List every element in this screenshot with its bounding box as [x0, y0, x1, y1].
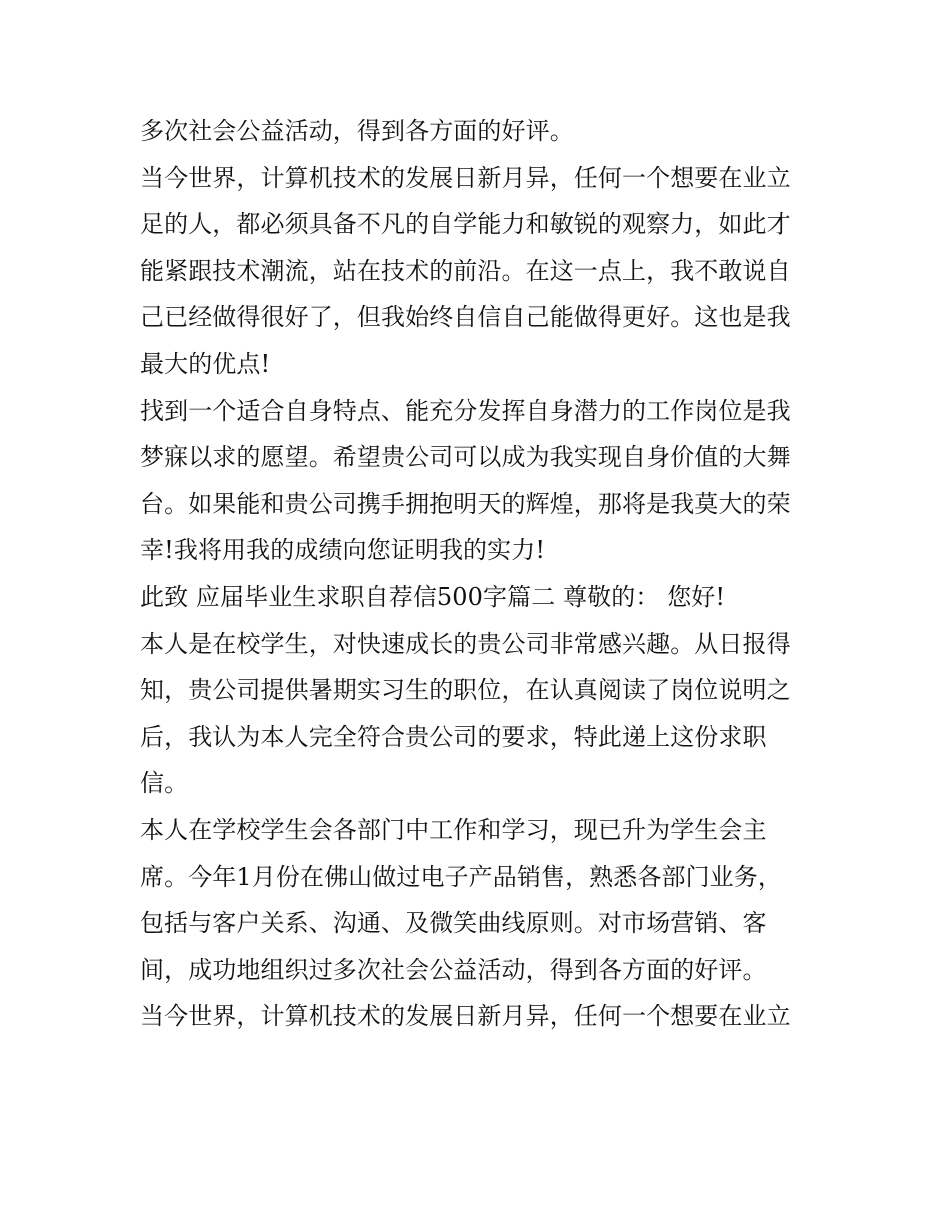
- text-line: 能紧跟技术潮流，站在技术的前沿。在这一点上，我不敢说自: [140, 256, 791, 285]
- text-line: 后，我认为本人完全符合贵公司的要求，特此递上这份求职: [140, 722, 767, 751]
- text-line: 梦寐以求的愿望。希望贵公司可以成为我实现自身价值的大舞: [140, 443, 791, 472]
- text-line: 最大的优点!: [140, 349, 271, 378]
- text-line: 多次社会公益活动，得到各方面的好评。: [140, 117, 574, 145]
- text-line: 己已经做得很好了，但我始终自信自己能做得更好。这也是我: [140, 303, 791, 332]
- text-line: 本人是在校学生，对快速成长的贵公司非常感兴趣。从日报得: [140, 629, 791, 658]
- text-line: 本人在学校学生会各部门中工作和学习，现已升为学生会主: [140, 815, 767, 844]
- text-line: 当今世界，计算机技术的发展日新月异，任何一个想要在业立: [140, 163, 791, 192]
- text-line: 台。如果能和贵公司携手拥抱明天的辉煌，那将是我莫大的荣: [140, 489, 791, 518]
- text-line: 此致 应届毕业生求职自荐信500字篇二 尊敬的： 您好!: [140, 582, 726, 611]
- text-line: 包括与客户关系、沟通、及微笑曲线原则。对市场营销、客: [140, 909, 767, 938]
- document-body: [140, 108, 820, 1040]
- text-line: 信。: [140, 769, 189, 798]
- text-line: 足的人，都必须具备不凡的自学能力和敏锐的观察力，如此才: [140, 210, 791, 239]
- text-line: 间，成功地组织过多次社会公益活动，得到各方面的好评。: [140, 955, 767, 984]
- text-line: 幸!我将用我的成绩向您证明我的实力!: [140, 536, 546, 565]
- text-line: 当今世界，计算机技术的发展日新月异，任何一个想要在业立: [140, 1002, 791, 1031]
- text-line: 找到一个适合自身特点、能充分发挥自身潜力的工作岗位是我: [140, 396, 791, 425]
- text-line: 席。今年1月份在佛山做过电子产品销售，熟悉各部门业务，: [140, 862, 782, 891]
- text-line: 知，贵公司提供暑期实习生的职位，在认真阅读了岗位说明之: [140, 676, 791, 705]
